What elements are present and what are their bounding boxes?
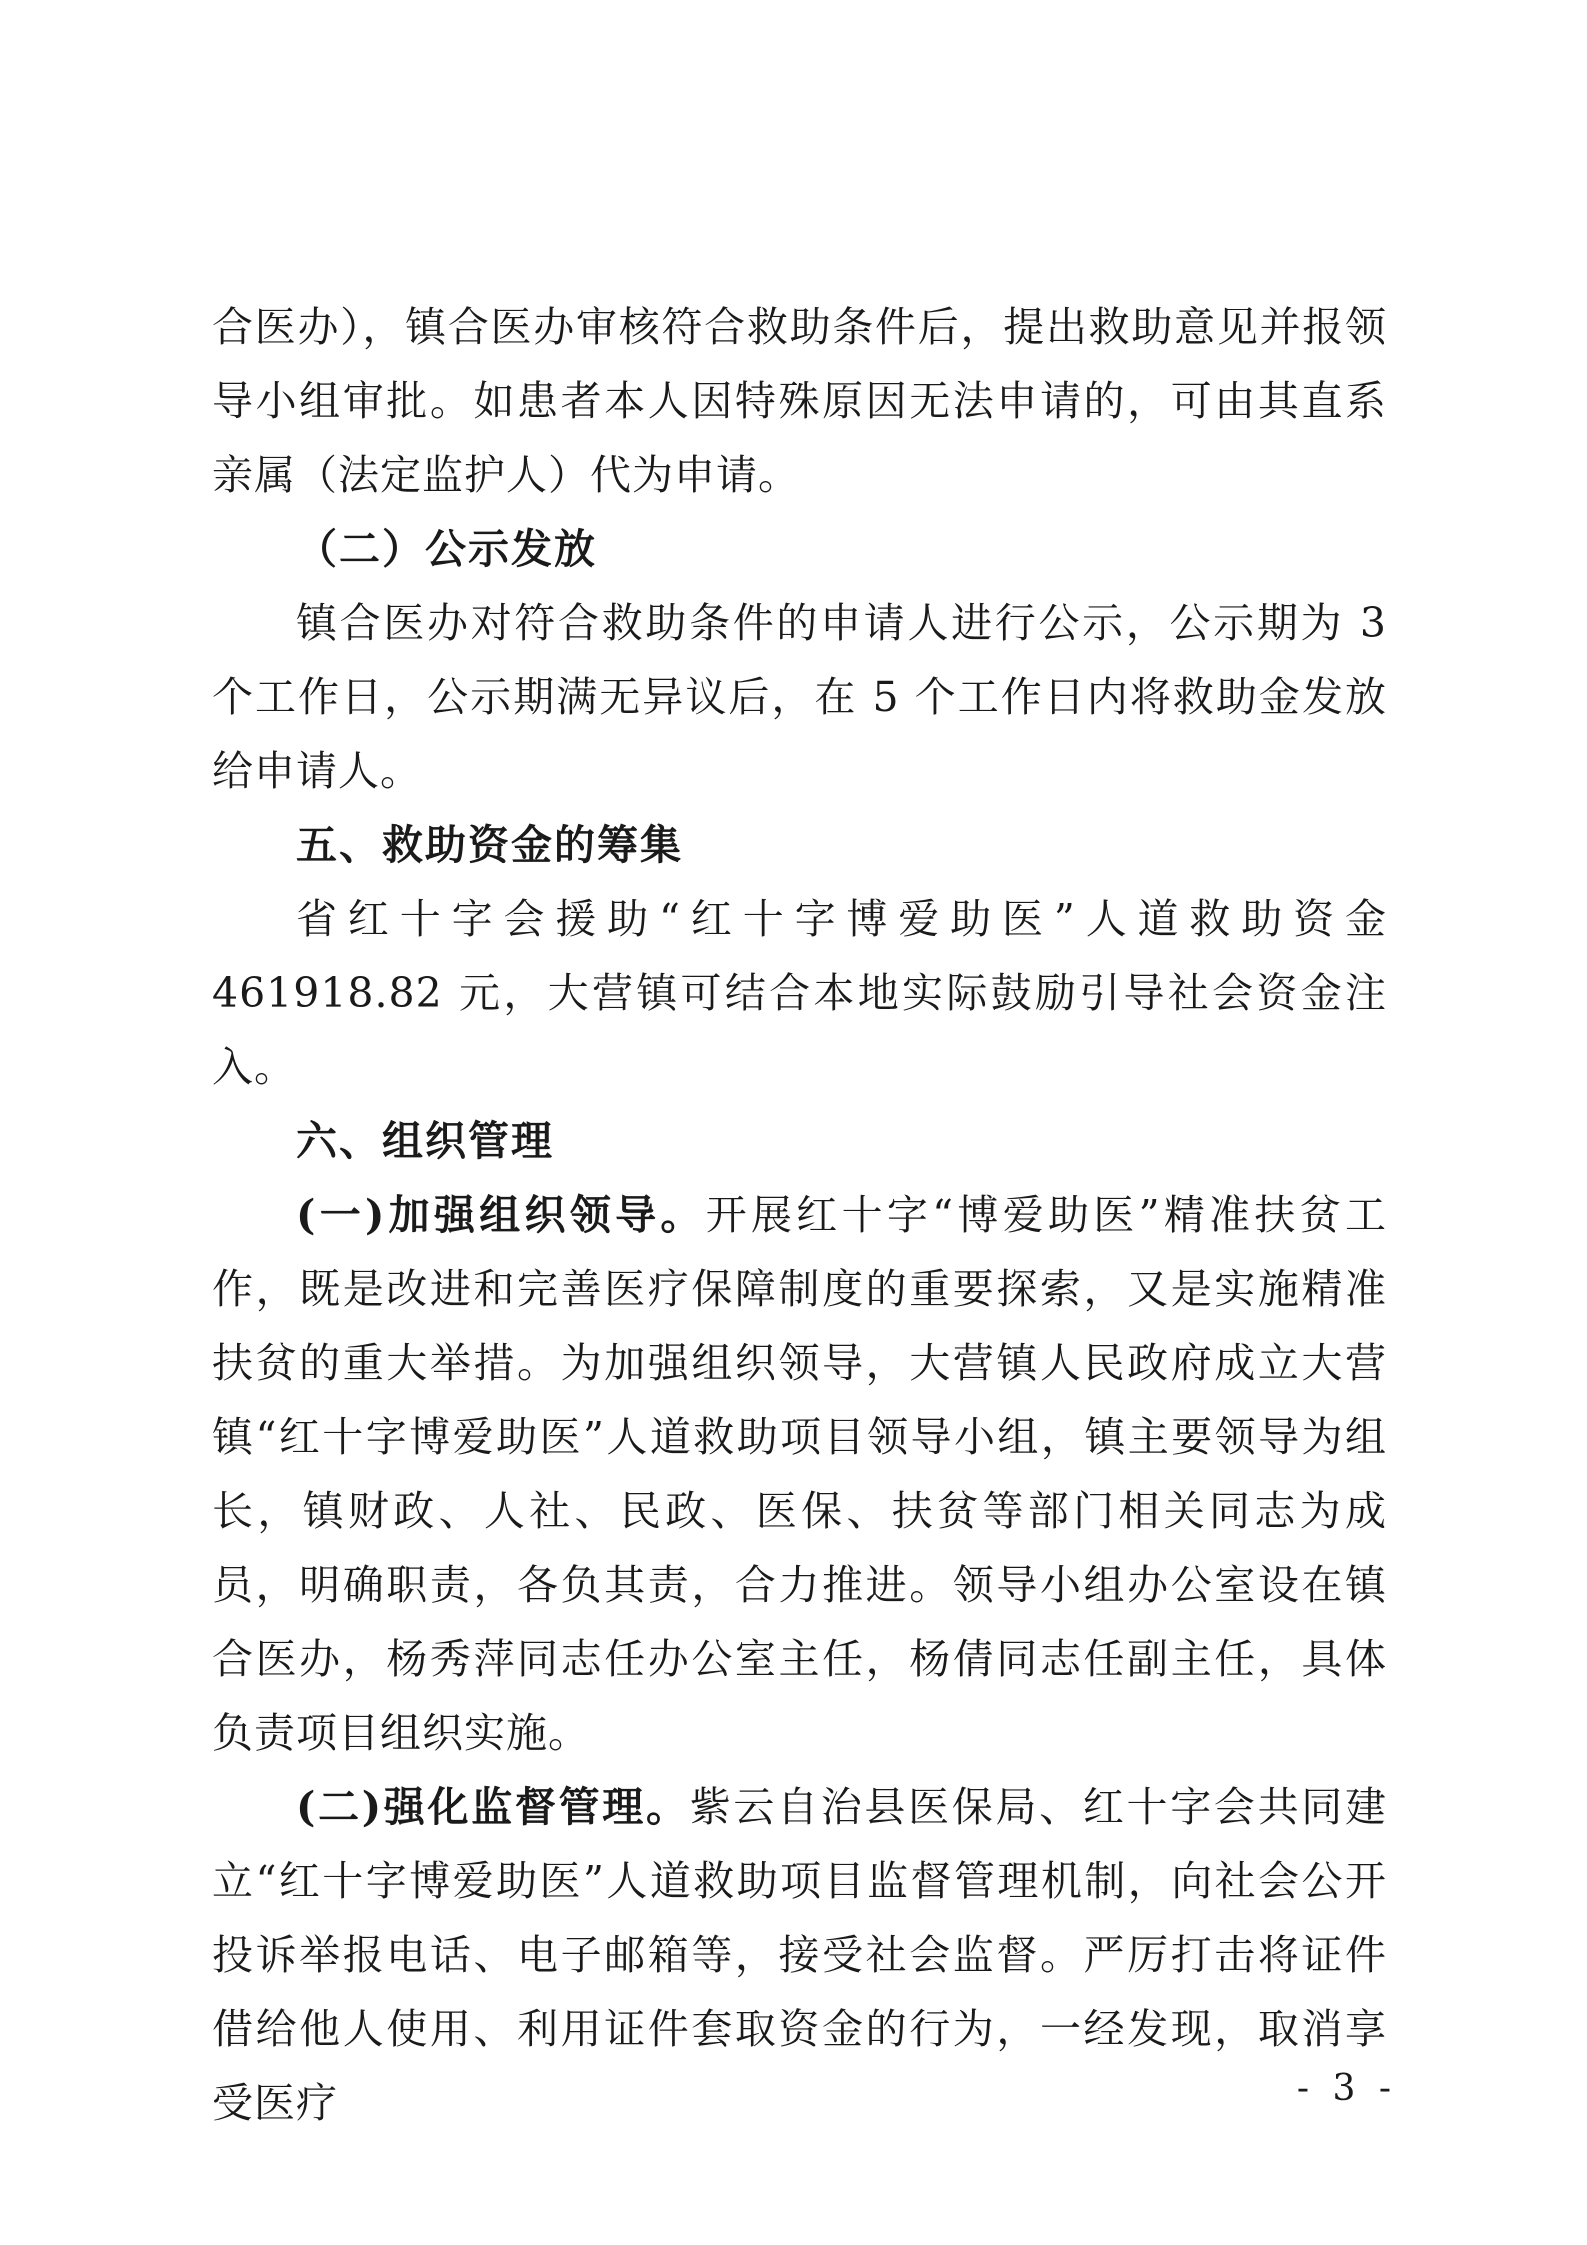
- paragraph-supervision-lead: (二)强化监督管理。: [296, 1783, 690, 1831]
- section-heading-management: 六、组织管理: [296, 1117, 554, 1165]
- paragraph-supervision: [212, 1770, 1387, 2140]
- section-heading-publicity: （二）公示发放: [296, 525, 597, 573]
- paragraph-leadership-text: 开展红十字“博爱助医”精准扶贫工作，既是改进和完善医疗保障制度的重要探索，又是实施精准扶贫的重大举措。为加强组织领导，大营镇人民政府成立大营镇“红十字博爱助医”人道救助项目领导小组，镇主要领导为组长，镇财政、人社、民政、医保、扶贫等部门相关同志为成员，明确职责，各负其责，合力推进。领导小组办公室设在镇合医办，杨秀萍同志任办公室主任，杨倩同志任副主任，具体负责项目组织实施。: [212, 1191, 1387, 1757]
- paragraph-leadership: [212, 1178, 1387, 1770]
- page-number: - 3 -: [1296, 2068, 1397, 2109]
- paragraph-application: 合医办），镇合医办审核符合救助条件后，提出救助意见并报领导小组审批。如患者本人因特殊原因无法申请的，可由其直系亲属（法定监护人）代为申请。: [212, 303, 1387, 499]
- paragraph-publicity: 镇合医办对符合救助条件的申请人进行公示，公示期为 3 个工作日，公示期满无异议后，在 5 个工作日内将救助金发放给申请人。: [212, 599, 1387, 795]
- document-body: [212, 290, 1387, 2140]
- section-heading-funding: 五、救助资金的筹集: [296, 821, 683, 869]
- paragraph-supervision-text: 紫云自治县医保局、红十字会共同建立“红十字博爱助医”人道救助项目监督管理机制，向社会公开投诉举报电话、电子邮箱等，接受社会监督。严厉打击将证件借给他人使用、利用证件套取资金的行为，一经发现，取消享受医疗: [212, 1783, 1387, 2127]
- paragraph-leadership-lead: (一)加强组织领导。: [296, 1191, 706, 1239]
- paragraph-funding: 省红十字会援助“红十字博爱助医”人道救助资金 461918.82 元，大营镇可结合本地实际鼓励引导社会资金注入。: [212, 895, 1387, 1091]
